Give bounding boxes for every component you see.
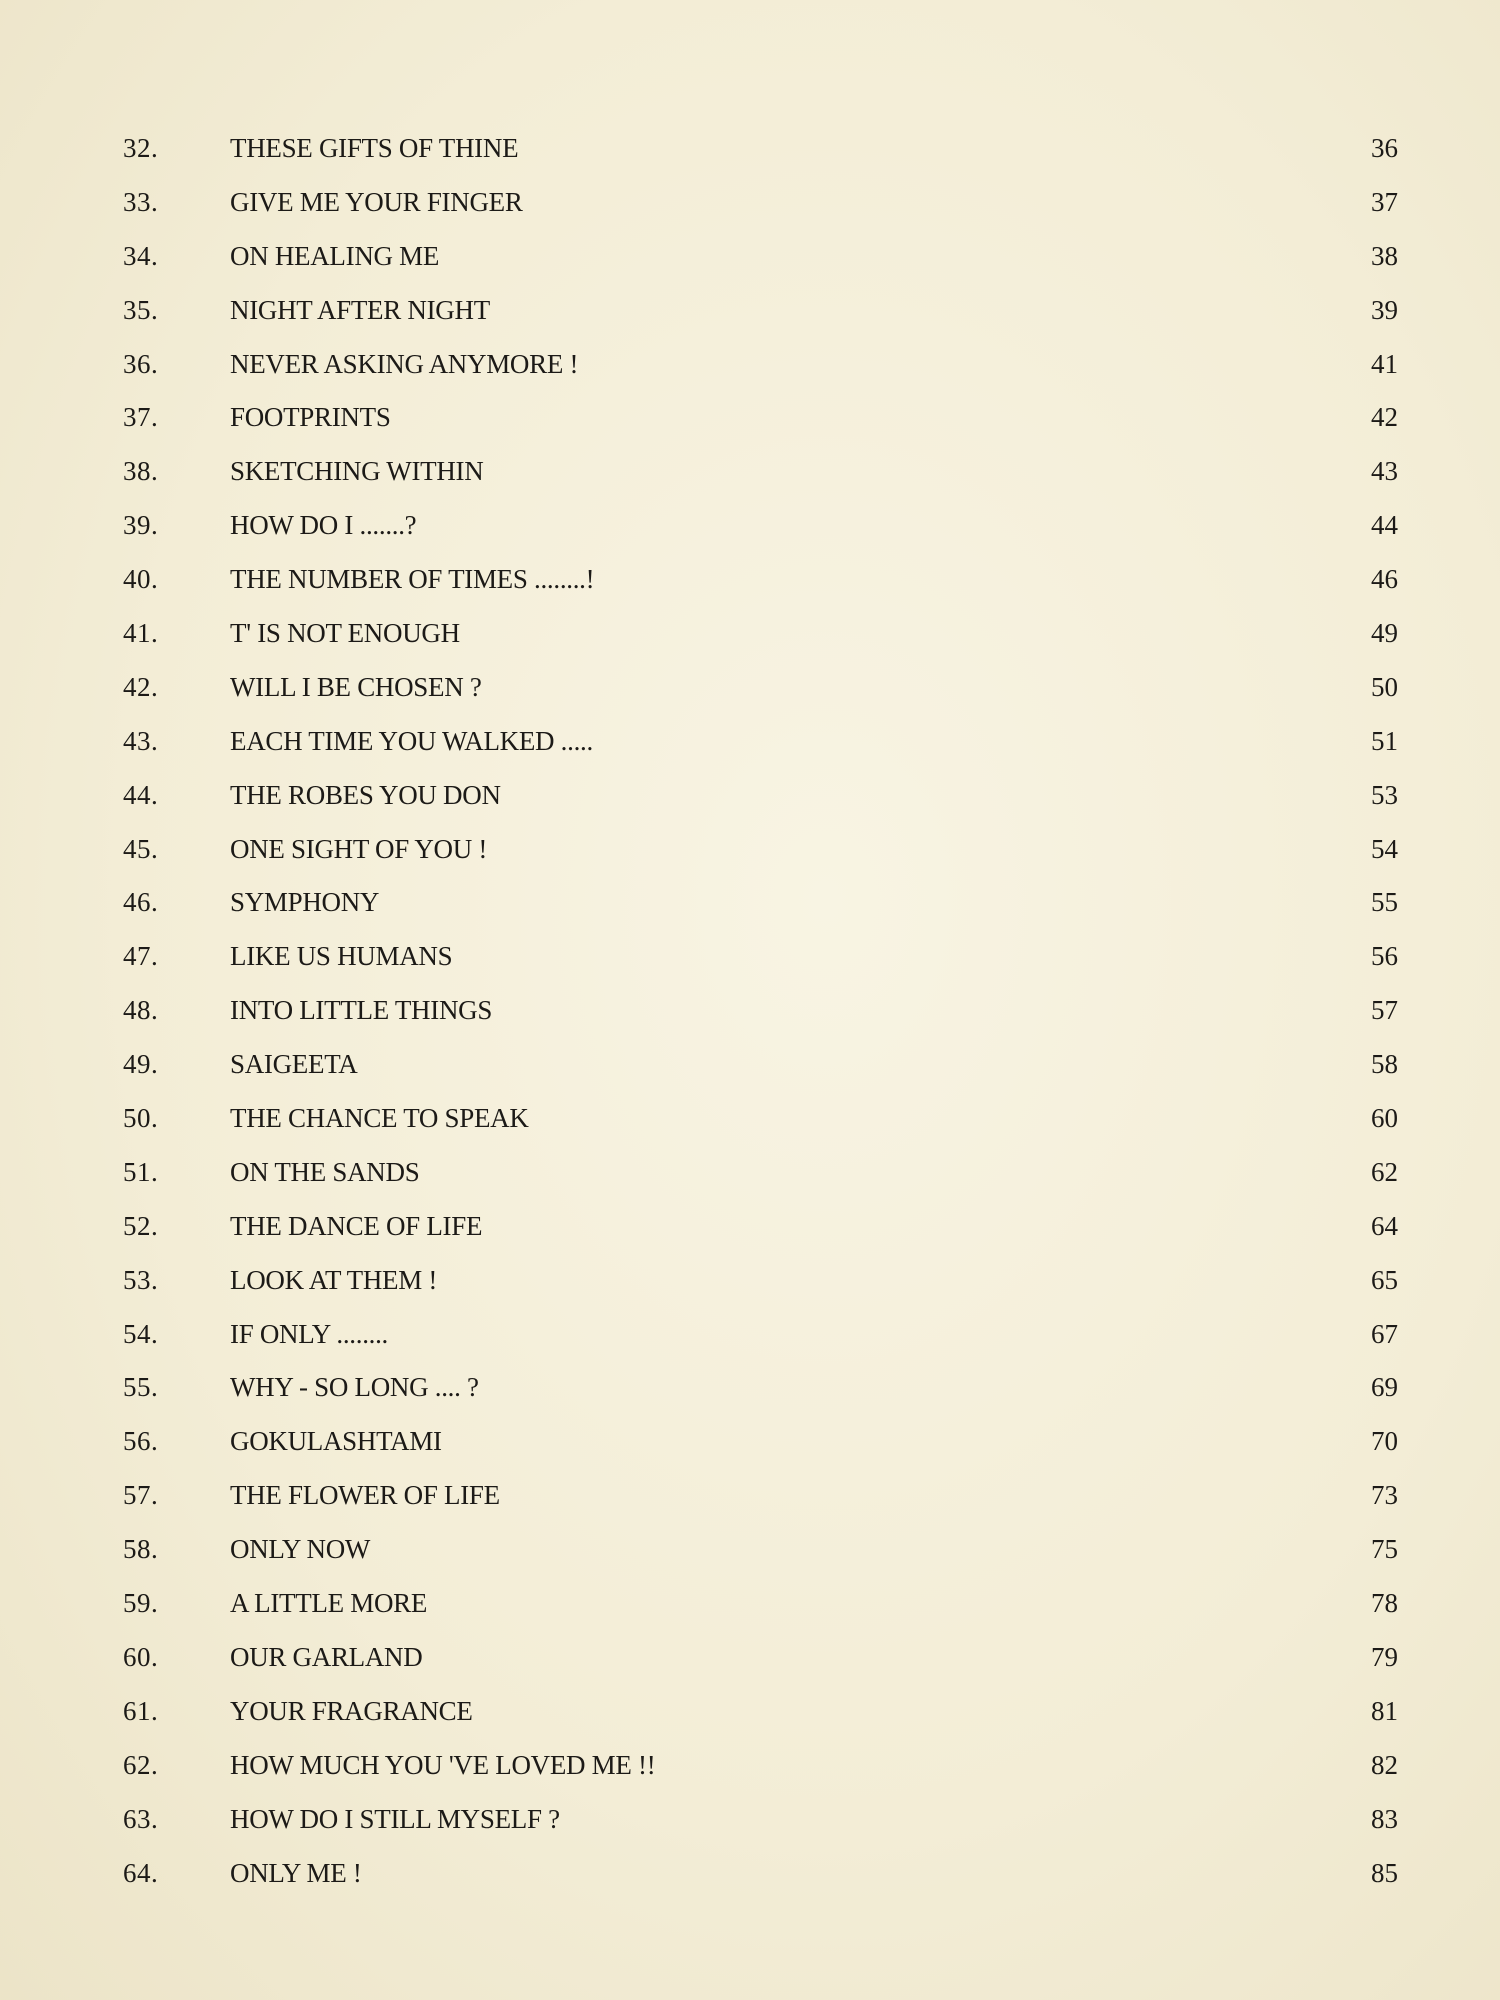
entry-title: HOW DO I .......? bbox=[230, 510, 417, 541]
entry-page-number: 55 bbox=[1371, 887, 1398, 918]
toc-entry bbox=[0, 1745, 1500, 1799]
entry-title: NIGHT AFTER NIGHT bbox=[230, 294, 490, 325]
entry-title: ON HEALING ME bbox=[230, 240, 440, 271]
entry-number: 57. bbox=[123, 1480, 159, 1511]
entry-page-number: 36 bbox=[1371, 133, 1398, 163]
entry-number: 56. bbox=[123, 1426, 159, 1457]
entry-number: 48. bbox=[123, 995, 159, 1026]
entry-title: T' IS NOT ENOUGH bbox=[230, 618, 460, 649]
entry-number: 58. bbox=[123, 1534, 159, 1565]
toc-entry bbox=[0, 1152, 1500, 1206]
toc-entry bbox=[0, 990, 1500, 1044]
entry-title: NEVER ASKING ANYMORE ! bbox=[230, 348, 579, 379]
entry-page-number: 58 bbox=[1371, 1049, 1398, 1080]
toc-entry bbox=[0, 1206, 1500, 1260]
entry-title: ONLY NOW bbox=[230, 1534, 371, 1565]
toc-entry bbox=[0, 1044, 1500, 1098]
entry-number: 49. bbox=[123, 1049, 159, 1080]
entry-number: 45. bbox=[123, 833, 159, 864]
entry-title: HOW MUCH YOU 'VE LOVED ME !! bbox=[230, 1749, 656, 1780]
toc-entry bbox=[0, 559, 1500, 613]
entry-page-number: 70 bbox=[1371, 1426, 1398, 1457]
entry-page-number: 85 bbox=[1371, 1857, 1398, 1888]
entry-page-number: 79 bbox=[1371, 1641, 1398, 1672]
toc-entry bbox=[0, 1799, 1500, 1853]
toc-entry bbox=[0, 667, 1500, 721]
entry-page-number: 53 bbox=[1371, 779, 1398, 810]
entry-number: 44. bbox=[123, 779, 159, 810]
entry-page-number: 75 bbox=[1371, 1534, 1398, 1565]
entry-number: 60. bbox=[123, 1641, 159, 1672]
toc-entry bbox=[0, 182, 1500, 236]
entry-title: LIKE US HUMANS bbox=[230, 941, 453, 972]
entry-number: 47. bbox=[123, 941, 159, 972]
toc-entry bbox=[0, 236, 1500, 290]
entry-number: 37. bbox=[123, 402, 159, 433]
entry-number: 35. bbox=[123, 294, 159, 325]
entry-page-number: 49 bbox=[1371, 618, 1398, 649]
entry-number: 38. bbox=[123, 456, 159, 487]
entry-title: INTO LITTLE THINGS bbox=[230, 995, 493, 1026]
entry-title: SYMPHONY bbox=[230, 887, 380, 918]
entry-number: 64. bbox=[123, 1857, 159, 1888]
entry-title: A LITTLE MORE bbox=[230, 1588, 428, 1619]
entry-title: OUR GARLAND bbox=[230, 1641, 423, 1672]
entry-page-number: 43 bbox=[1371, 456, 1398, 487]
entry-number: 51. bbox=[123, 1156, 159, 1187]
toc-entry bbox=[0, 1367, 1500, 1421]
entry-number: 40. bbox=[123, 564, 159, 595]
entry-page-number: 62 bbox=[1371, 1156, 1398, 1187]
entry-title: WILL I BE CHOSEN ? bbox=[230, 671, 482, 702]
entry-title: SKETCHING WITHIN bbox=[230, 456, 484, 487]
entry-page-number: 81 bbox=[1371, 1695, 1398, 1726]
entry-number: 36. bbox=[123, 348, 159, 379]
entry-title: EACH TIME YOU WALKED ..... bbox=[230, 725, 593, 756]
entry-number: 62. bbox=[123, 1749, 159, 1780]
toc-entry bbox=[0, 1529, 1500, 1583]
entry-page-number: 44 bbox=[1371, 510, 1398, 541]
entry-title: YOUR FRAGRANCE bbox=[230, 1695, 473, 1726]
entry-page-number: 38 bbox=[1371, 240, 1398, 271]
entry-page-number: 57 bbox=[1371, 995, 1398, 1026]
entry-page-number: 69 bbox=[1371, 1372, 1398, 1403]
entry-page-number: 41 bbox=[1371, 348, 1398, 379]
toc-entry bbox=[0, 1314, 1500, 1368]
toc-entry bbox=[0, 936, 1500, 990]
toc-entry bbox=[0, 1421, 1500, 1475]
toc-entry bbox=[0, 1098, 1500, 1152]
entry-title: GOKULASHTAMI bbox=[230, 1426, 442, 1457]
entry-title: FOOTPRINTS bbox=[230, 402, 391, 433]
entry-title: GIVE ME YOUR FINGER bbox=[230, 186, 523, 217]
entry-page-number: 56 bbox=[1371, 941, 1398, 972]
entry-number: 59. bbox=[123, 1588, 159, 1619]
toc-entry bbox=[0, 1583, 1500, 1637]
entry-page-number: 54 bbox=[1371, 833, 1398, 864]
entry-number: 53. bbox=[123, 1264, 159, 1295]
entry-page-number: 46 bbox=[1371, 564, 1398, 595]
entry-number: 54. bbox=[123, 1318, 159, 1349]
entry-number: 34. bbox=[123, 240, 159, 271]
toc-entry bbox=[0, 1260, 1500, 1314]
entry-number: 52. bbox=[123, 1210, 159, 1241]
entry-page-number: 39 bbox=[1371, 294, 1398, 325]
toc-entry bbox=[0, 1475, 1500, 1529]
entry-title: THE NUMBER OF TIMES ........! bbox=[230, 564, 595, 595]
entry-number: 33. bbox=[123, 186, 159, 217]
entry-page-number: 60 bbox=[1371, 1103, 1398, 1134]
entry-page-number: 73 bbox=[1371, 1480, 1398, 1511]
entry-title: THE CHANCE TO SPEAK bbox=[230, 1103, 529, 1134]
toc-entry bbox=[0, 882, 1500, 936]
entry-title: IF ONLY ........ bbox=[230, 1318, 388, 1349]
entry-title: THESE GIFTS OF THINE bbox=[230, 133, 519, 163]
entry-title: WHY - SO LONG .... ? bbox=[230, 1372, 479, 1403]
entry-number: 41. bbox=[123, 618, 159, 649]
toc-entry bbox=[0, 397, 1500, 451]
toc-entry bbox=[0, 1637, 1500, 1691]
entry-title: ONE SIGHT OF YOU ! bbox=[230, 833, 488, 864]
entry-number: 32. bbox=[123, 133, 159, 163]
toc-entry bbox=[0, 505, 1500, 559]
entry-number: 50. bbox=[123, 1103, 159, 1134]
entry-page-number: 50 bbox=[1371, 671, 1398, 702]
toc-entry bbox=[0, 721, 1500, 775]
entry-page-number: 51 bbox=[1371, 725, 1398, 756]
toc-entry bbox=[0, 1691, 1500, 1745]
entry-title: LOOK AT THEM ! bbox=[230, 1264, 438, 1295]
entry-title: SAIGEETA bbox=[230, 1049, 358, 1080]
toc-entry bbox=[0, 451, 1500, 505]
entry-title: THE FLOWER OF LIFE bbox=[230, 1480, 500, 1511]
toc-entry bbox=[0, 613, 1500, 667]
toc-entry bbox=[0, 775, 1500, 829]
entry-title: THE ROBES YOU DON bbox=[230, 779, 501, 810]
entry-title: THE DANCE OF LIFE bbox=[230, 1210, 483, 1241]
table-of-contents bbox=[0, 128, 1500, 1906]
entry-page-number: 67 bbox=[1371, 1318, 1398, 1349]
toc-entry bbox=[0, 344, 1500, 398]
entry-page-number: 42 bbox=[1371, 402, 1398, 433]
entry-title: HOW DO I STILL MYSELF ? bbox=[230, 1803, 560, 1834]
entry-number: 39. bbox=[123, 510, 159, 541]
entry-page-number: 83 bbox=[1371, 1803, 1398, 1834]
entry-title: ON THE SANDS bbox=[230, 1156, 420, 1187]
entry-page-number: 37 bbox=[1371, 186, 1398, 217]
entry-number: 42. bbox=[123, 671, 159, 702]
entry-page-number: 82 bbox=[1371, 1749, 1398, 1780]
toc-entry bbox=[0, 290, 1500, 344]
entry-title: ONLY ME ! bbox=[230, 1857, 362, 1888]
toc-entry bbox=[0, 128, 1500, 182]
entry-page-number: 64 bbox=[1371, 1210, 1398, 1241]
entry-number: 46. bbox=[123, 887, 159, 918]
toc-entry bbox=[0, 1853, 1500, 1907]
entry-number: 61. bbox=[123, 1695, 159, 1726]
entry-number: 63. bbox=[123, 1803, 159, 1834]
entry-number: 55. bbox=[123, 1372, 159, 1403]
toc-entry bbox=[0, 829, 1500, 883]
entry-page-number: 65 bbox=[1371, 1264, 1398, 1295]
entry-page-number: 78 bbox=[1371, 1588, 1398, 1619]
entry-number: 43. bbox=[123, 725, 159, 756]
